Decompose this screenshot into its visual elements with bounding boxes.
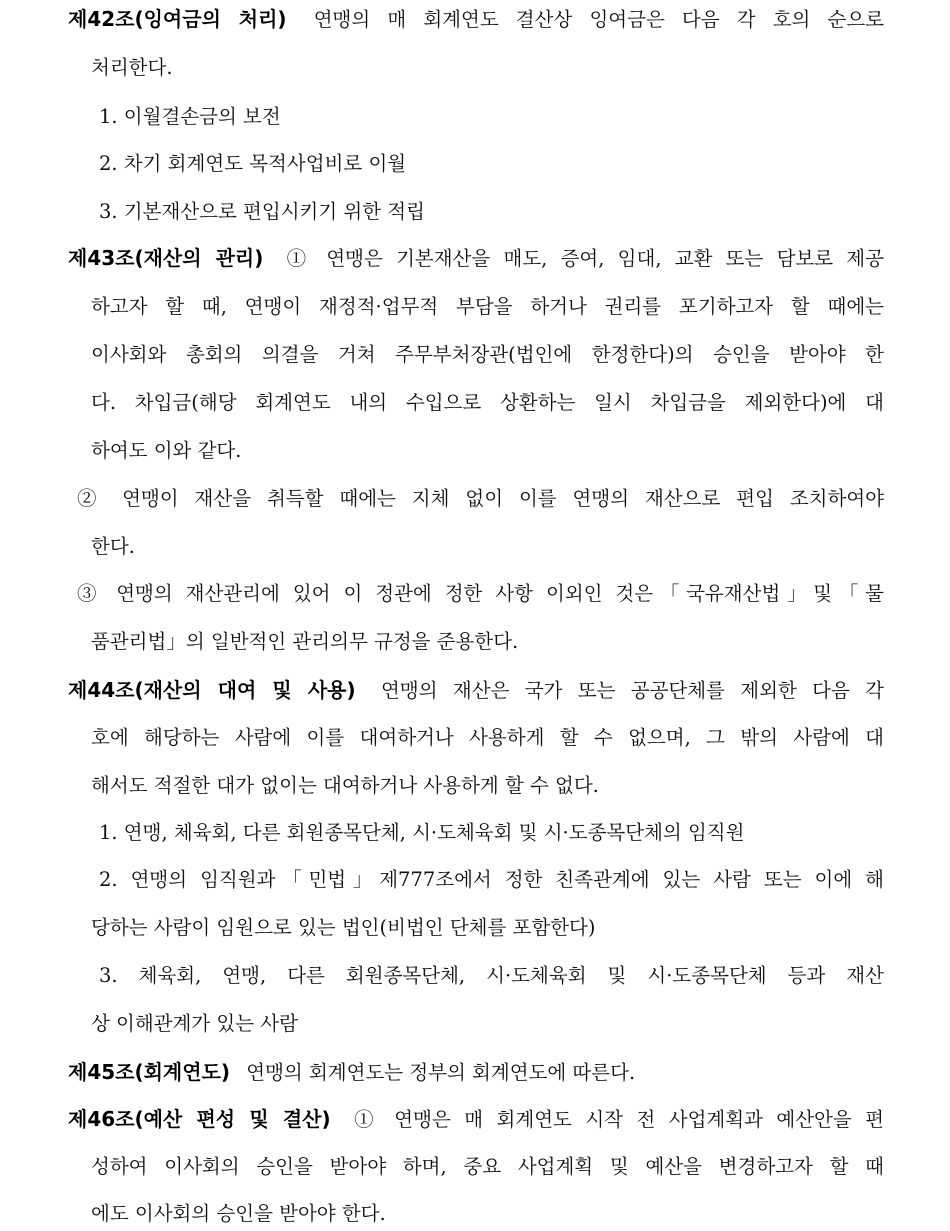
article-46-text: ① 연맹은 매 회계연도 시작 전 사업계획과 예산안을 편 (354, 1108, 884, 1131)
article-44-item-2-line-1: 2. 연맹의 임직원과「민법」제777조에서 정한 친족관계에 있는 사람 또는 이에 해 (99, 868, 884, 891)
article-43-para-2-line-2: 한다. (91, 535, 135, 558)
article-42-text: 연맹의 매 회계연도 결산상 잉여금은 다음 각 호의 순으로 (313, 8, 885, 31)
article-42-continuation: 처리한다. (91, 56, 173, 79)
article-43-line-5: 하여도 이와 같다. (91, 439, 242, 462)
article-42-item-1: 1. 이월결손금의 보전 (99, 105, 281, 128)
article-42-item-2: 2. 차기 회계연도 목적사업비로 이월 (99, 152, 407, 175)
article-44-heading-line (68, 676, 884, 705)
article-44-item-3-line-2: 상 이해관계가 있는 사람 (91, 1012, 298, 1035)
article-44-line-3: 해서도 적절한 대가 없이는 대여하거나 사용하게 할 수 없다. (91, 774, 599, 797)
article-43-para-2-line-1: ② 연맹이 재산을 취득할 때에는 지체 없이 이를 연맹의 재산으로 편입 조치하여야 (77, 487, 884, 510)
article-45-text: 연맹의 회계연도는 정부의 회계연도에 따른다. (246, 1061, 636, 1084)
article-46-heading-line (68, 1105, 884, 1134)
article-44-item-2-line-2: 당하는 사람이 임원으로 있는 법인(비법인 단체를 포함한다) (91, 916, 596, 939)
article-46-line-2: 성하여 이사회의 승인을 받아야 하며, 중요 사업계획 및 예산을 변경하고자 할 때 (91, 1155, 884, 1178)
article-42-item-3: 3. 기본재산으로 편입시키기 위한 적립 (99, 200, 425, 223)
article-46-line-3: 에도 이사회의 승인을 받아야 한다. (91, 1202, 386, 1225)
article-43-line-2: 하고자 할 때, 연맹이 재정적·업무적 부담을 하거나 권리를 포기하고자 할 때에는 (91, 295, 884, 318)
article-43-title: 제43조(재산의 관리) (68, 246, 264, 270)
article-44-title: 제44조(재산의 대여 및 사용) (68, 678, 356, 702)
article-45-heading-line (68, 1058, 635, 1087)
article-43-text: ① 연맹은 기본재산을 매도, 증여, 임대, 교환 또는 담보로 제공 (286, 247, 884, 270)
article-44-text: 연맹의 재산은 국가 또는 공공단체를 제외한 다음 각 (381, 679, 885, 702)
article-44-line-2: 호에 해당하는 사람에 이를 대여하거나 사용하게 할 수 없으며, 그 밖의 사람에 대 (91, 726, 884, 749)
article-43-line-3: 이사회와 총회의 의결을 거쳐 주무부처장관(법인에 한정한다)의 승인을 받아야 한 (91, 343, 884, 366)
article-42-heading-line (68, 5, 884, 34)
article-44-item-3-line-1: 3. 체육회, 연맹, 다른 회원종목단체, 시·도체육회 및 시·도종목단체 등과 재산 (99, 964, 884, 987)
article-43-para-3-line-1: ③ 연맹의 재산관리에 있어 이 정관에 정한 사항 이외인 것은「국유재산법」및「물 (77, 582, 884, 605)
article-43-heading-line (68, 244, 884, 273)
article-43-line-4: 다. 차입금(해당 회계연도 내의 수입으로 상환하는 일시 차입금을 제외한다)에 대 (91, 391, 884, 414)
article-46-title: 제46조(예산 편성 및 결산) (68, 1107, 331, 1131)
article-43-para-3-line-2: 품관리법」의 일반적인 관리의무 규정을 준용한다. (91, 630, 519, 653)
article-44-item-1: 1. 연맹, 체육회, 다른 회원종목단체, 시·도체육회 및 시·도종목단체의 임직원 (99, 821, 745, 844)
article-42-title: 제42조(잉여금의 처리) (68, 7, 287, 31)
article-45-title: 제45조(회계연도) (68, 1060, 231, 1084)
